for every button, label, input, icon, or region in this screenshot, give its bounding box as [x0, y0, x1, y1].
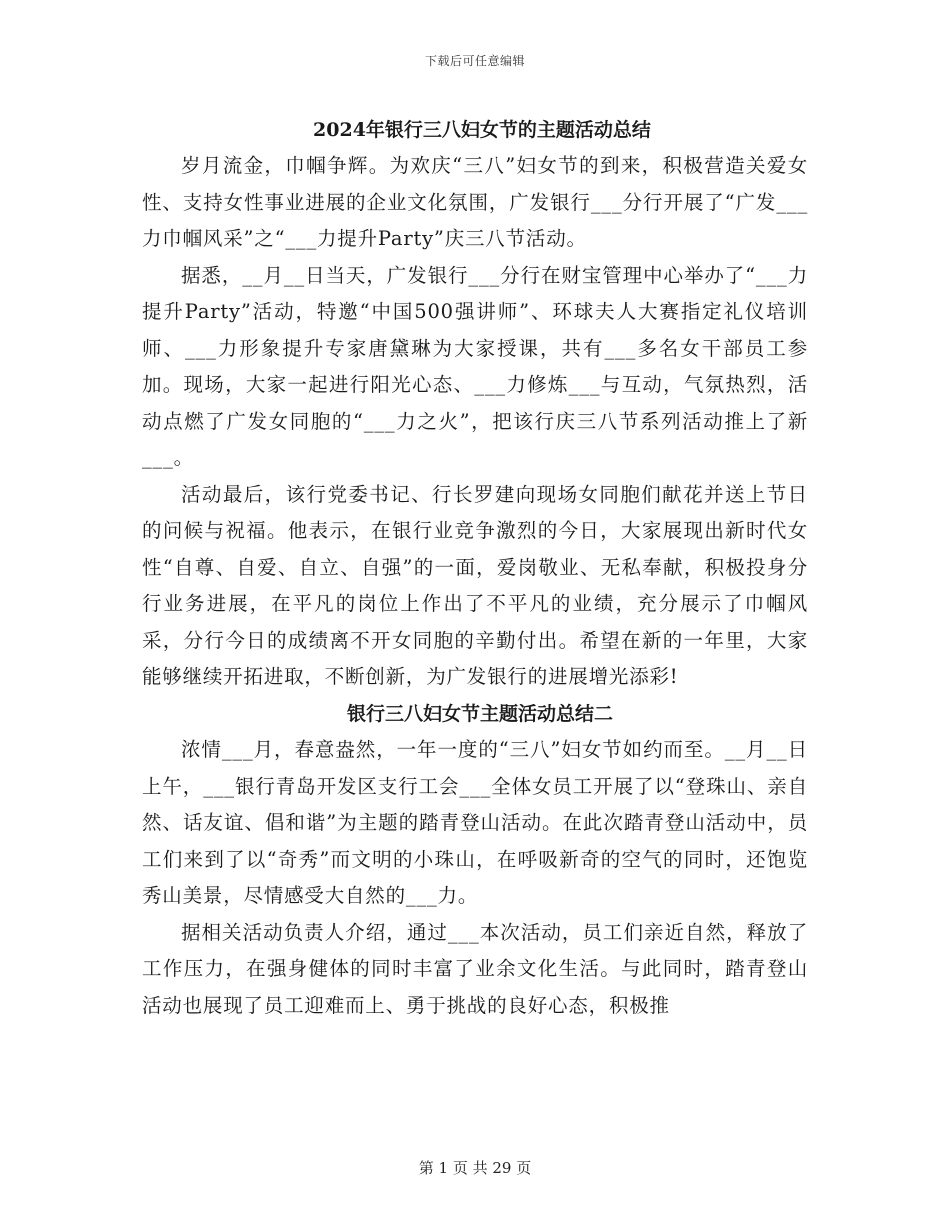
document-body: [142, 112, 808, 1024]
page-header-note: 下载后可任意编辑: [424, 54, 525, 68]
document-title: 2024年银行三八妇女节的主题活动总结: [313, 119, 651, 141]
section-title: 银行三八妇女节主题活动总结二: [346, 702, 613, 725]
paragraph: 据悉，__月__日当天，广发银行___分行在财宝管理中心举办了“___力提升Party”活动，特邀“中国500强讲师”、环球夫人大赛指定礼仪培训师、___力形象提升专家唐黛琳为大家授课，共有___多名女干部员工参加。现场，大家一起进行阳光心态、___力修炼___与互动，气氛热烈，活动点燃了广发女同胞的“___力之火”，把该行庆三八节系列活动推上了新___。: [142, 263, 808, 469]
paragraph: 活动最后，该行党委书记、行长罗建向现场女同胞们献花并送上节日的问候与祝福。他表示，在银行业竞争激烈的今日，大家展现出新时代女性“自尊、自爱、自立、自强”的一面，爱岗敬业、无私奉献，积极投身分行业务进展，在平凡的岗位上作出了不平凡的业绩，充分展示了巾帼风采，分行今日的成绩离不开女同胞的辛勤付出。希望在新的一年里，大家能够继续开拓进取，不断创新，为广发银行的进展增光添彩!: [142, 482, 808, 688]
page-number: 第 1 页 共 29 页: [418, 1159, 532, 1177]
paragraph: 据相关活动负责人介绍，通过___本次活动，员工们亲近自然，释放了工作压力，在强身健体的同时丰富了业余文化生活。与此同时，踏青登山活动也展现了员工迎难而上、勇于挑战的良好心态，积极推: [142, 920, 808, 1017]
paragraph: 浓情___月，春意盎然，一年一度的“三八”妇女节如约而至。__月__日上午，___银行青岛开发区支行工会___全体女员工开展了以“登珠山、亲自然、话友谊、倡和谐”为主题的踏青登山活动。在此次踏青登山活动中，员工们来到了以“奇秀”而文明的小珠山，在呼吸新奇的空气的同时，还饱览秀山美景，尽情感受大自然的___力。: [142, 738, 808, 907]
paragraph: 岁月流金，巾帼争辉。为欢庆“三八”妇女节的到来，积极营造关爱女性、支持女性事业进展的企业文化氛围，广发银行___分行开展了“广发___力巾帼风采”之“___力提升Party”庆三八节活动。: [142, 154, 808, 250]
